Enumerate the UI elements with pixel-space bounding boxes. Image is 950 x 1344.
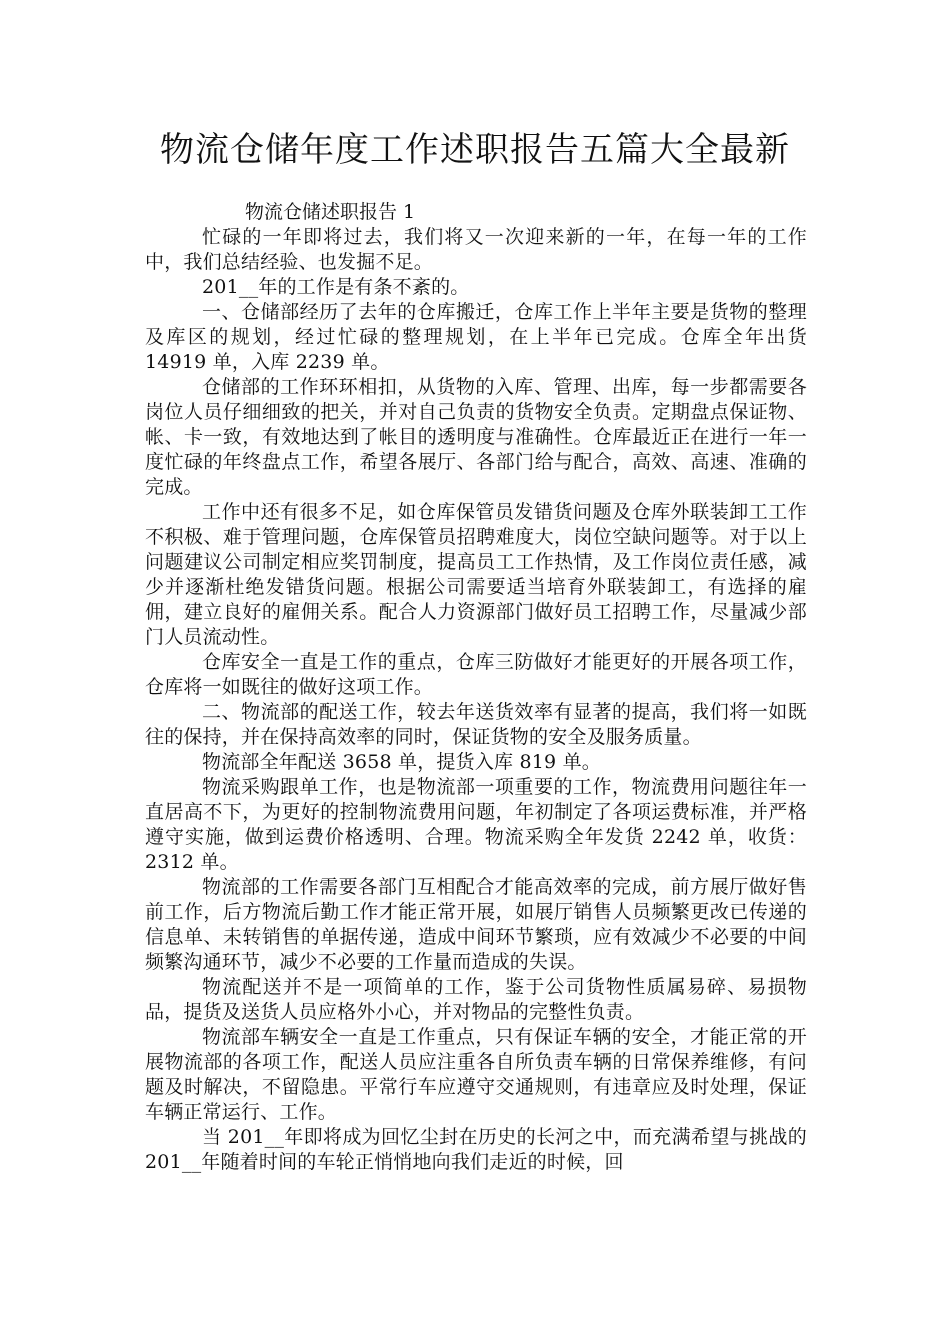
section-heading: 物流仓储述职报告 1	[245, 201, 416, 223]
paragraph: 201__年的工作是有条不紊的。	[202, 276, 470, 298]
paragraph: 仓库安全一直是工作的重点，仓库三防做好才能更好的开展各项工作，仓库将一如既往的做好这项工作。	[145, 651, 807, 698]
paragraph: 工作中还有很多不足，如仓库保管员发错货问题及仓库外联装卸工工作不积极、难于管理问题，仓库保管员招聘难度大，岗位空缺问题等。对于以上问题建议公司制定相应奖罚制度，提高员工工作热情，及工作岗位责任感，减少并逐渐杜绝发错货问题。根据公司需要适当培育外联装卸工，有选择的雇佣，建立良好的雇佣关系。配合人力资源部门做好员工招聘工作，尽量减少部门人员流动性。	[145, 501, 807, 648]
paragraph: 一、仓储部经历了去年的仓库搬迁，仓库工作上半年主要是货物的整理及库区的规划，经过忙碌的整理规划，在上半年已完成。仓库全年出货 14919 单，入库 2239 单。	[145, 301, 807, 373]
document-title: 物流仓储年度工作述职报告五篇大全最新	[160, 130, 790, 170]
paragraph: 忙碌的一年即将过去，我们将又一次迎来新的一年，在每一年的工作中，我们总结经验、也发掘不足。	[145, 226, 807, 273]
document-body	[145, 200, 807, 1175]
paragraph: 物流配送并不是一项简单的工作，鉴于公司货物性质属易碎、易损物品，提货及送货人员应格外小心，并对物品的完整性负责。	[145, 976, 807, 1023]
paragraph: 当 201__年即将成为回忆尘封在历史的长河之中，而充满希望与挑战的 201__年随着时间的车轮正悄悄地向我们走近的时候，回	[145, 1126, 807, 1173]
paragraph: 仓储部的工作环环相扣，从货物的入库、管理、出库，每一步都需要各岗位人员仔细细致的把关，并对自己负责的货物安全负责。定期盘点保证物、帐、卡一致，有效地达到了帐目的透明度与准确性。仓库最近正在进行一年一度忙碌的年终盘点工作，希望各展厅、各部门给与配合，高效、高速、准确的完成。	[145, 376, 807, 498]
paragraph: 物流部全年配送 3658 单，提货入库 819 单。	[202, 751, 601, 773]
paragraph: 物流采购跟单工作，也是物流部一项重要的工作，物流费用问题往年一直居高不下，为更好的控制物流费用问题，年初制定了各项运费标准，并严格遵守实施，做到运费价格透明、合理。物流采购全年发货 2242 单，收货：2312 单。	[145, 776, 807, 873]
paragraph: 物流部的工作需要各部门互相配合才能高效率的完成，前方展厅做好售前工作，后方物流后勤工作才能正常开展，如展厅销售人员频繁更改已传递的信息单、未转销售的单据传递，造成中间环节繁琐，应有效减少不必要的中间频繁沟通环节，减少不必要的工作量而造成的失误。	[145, 876, 807, 973]
paragraph: 物流部车辆安全一直是工作重点，只有保证车辆的安全，才能正常的开展物流部的各项工作，配送人员应注重各自所负责车辆的日常保养维修，有问题及时解决，不留隐患。平常行车应遵守交通规则，有违章应及时处理，保证车辆正常运行、工作。	[145, 1026, 807, 1123]
paragraph: 二、物流部的配送工作，较去年送货效率有显著的提高，我们将一如既往的保持，并在保持高效率的同时，保证货物的安全及服务质量。	[145, 701, 807, 748]
